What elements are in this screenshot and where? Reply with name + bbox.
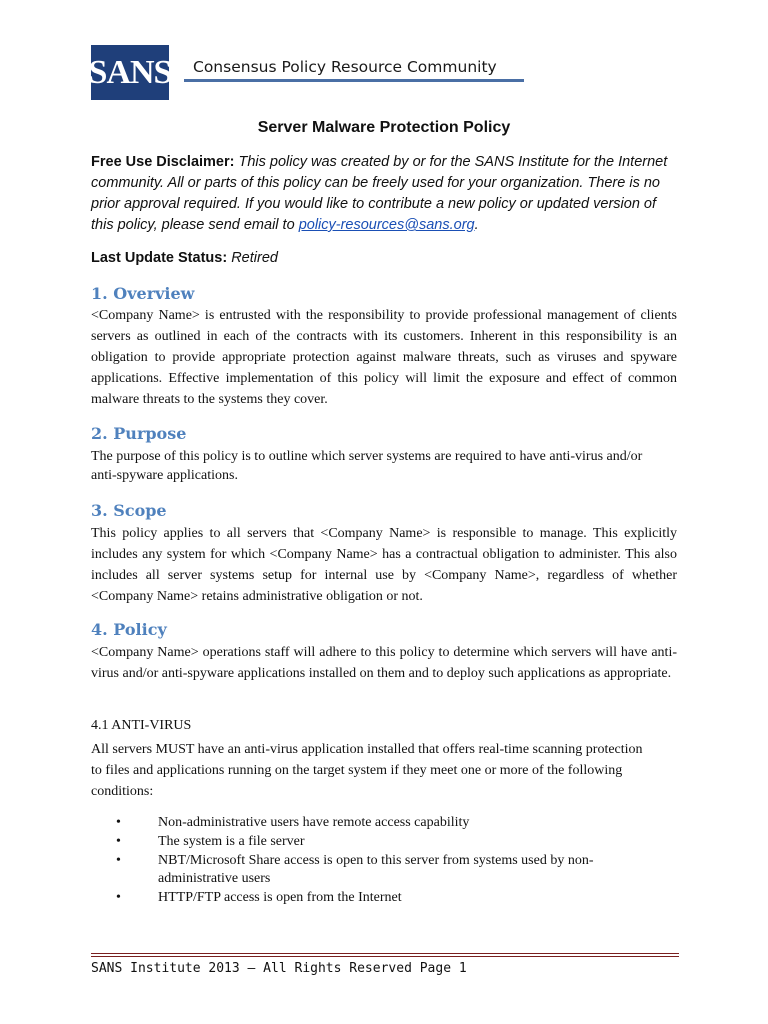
document-title: Server Malware Protection Policy — [257, 119, 511, 136]
sans-logo: SANS — [91, 45, 169, 100]
list-item: • The system is a file server — [116, 834, 305, 849]
heading-purpose: 2. Purpose — [91, 424, 187, 443]
footer-rule — [91, 953, 679, 957]
bullet-icon: • — [116, 853, 121, 868]
status-value: Retired — [231, 250, 278, 266]
list-item: • Non-administrative users have remote access capability — [116, 815, 470, 830]
page-footer: SANS Institute 2013 – All Rights Reserved Page 1 — [91, 961, 467, 976]
heading-overview: 1. Overview — [91, 284, 195, 303]
disclaimer-paragraph — [91, 152, 681, 236]
status-label: Last Update Status: — [91, 250, 228, 266]
overview-text: <Company Name> is entrusted with the responsibility to provide professional management of clients servers as outlined in each of the contracts with its customers. Inherent in this responsibility is an obligation to provide appropriate protection against malware threats, such as viruses and spyware applications. Effective implementation of this policy will limit the exposure and effect of common malware threats to the systems they cover. — [91, 308, 677, 407]
scope-text: This policy applies to all servers that <Company Name> is responsible to manage. This explicitly includes any system for which <Company Name> has a contractual obligation to administer. This also includes all server systems setup for internal use by <Company Name>, regardless of whether <Company Name> retains administrative obligation or not. — [91, 526, 677, 604]
conditions-list — [91, 814, 651, 908]
heading-scope: 3. Scope — [91, 501, 167, 520]
disclaimer-text: This policy was created by or for the SANS Institute for the Internet community. All or parts of this policy can be freely used for your organization. There is no prior approval required. If you would like to contribute a new policy or updated version of this policy, please send email to — [91, 154, 668, 233]
bullet-icon: • — [116, 834, 121, 849]
disclaimer-label: Free Use Disclaimer: — [91, 154, 235, 170]
anti-virus-text: All servers MUST have an anti-virus application installed that offers real-time scanning protection to files and applications running on the target system if they meet one or more of the following conditions: — [91, 742, 643, 799]
subheading-anti-virus: 4.1 ANTI-VIRUS — [91, 718, 192, 733]
disclaimer-end: . — [474, 217, 479, 233]
heading-policy: 4. Policy — [91, 620, 167, 639]
header-title: Consensus Policy Resource Community — [193, 58, 497, 76]
purpose-text: The purpose of this policy is to outline which server systems are required to have anti-virus and/or anti-spyware applications. — [91, 449, 643, 483]
bullet-icon: • — [116, 815, 121, 830]
header-rule — [184, 79, 524, 82]
status-line — [91, 248, 681, 269]
policy-text: <Company Name> operations staff will adhere to this policy to determine which servers will have anti-virus and/or anti-spyware applications installed on them and to deploy such applications as appropriate. — [91, 645, 677, 681]
bullet-icon: • — [116, 890, 121, 905]
list-item: • NBT/Microsoft Share access is open to this server from systems used by non-administrative users — [116, 853, 594, 886]
email-link[interactable]: policy-resources@sans.org — [298, 217, 475, 233]
list-item: • HTTP/FTP access is open from the Internet — [116, 890, 402, 905]
